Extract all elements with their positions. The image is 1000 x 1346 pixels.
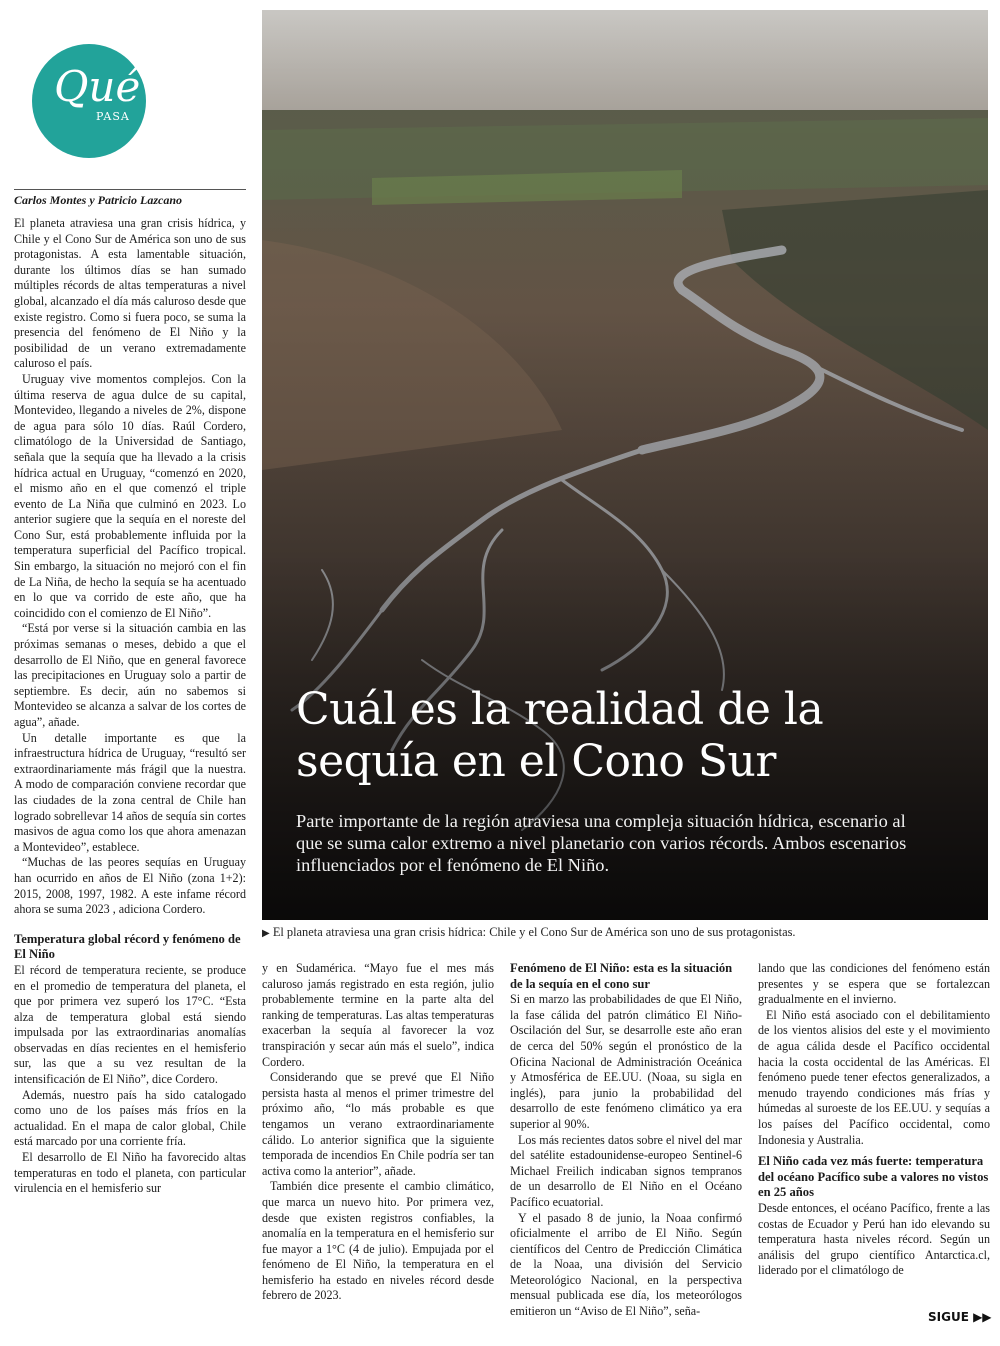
paragraph: Uruguay vive momentos complejos. Con la última reserva de agua dulce de su capital, Montevideo, llegando a niveles de 2%, dispone de agua para sólo 10 días. Raúl Cordero, climatólogo de la Universidad de Santiago, señala que la sequía que ha llevado a la crisis hídrica actual en Uruguay, “comenzó en 2020, el mismo año en el que comenzó el triple evento de La Niña que culminó en 2023. Lo anterior sugiere que la sequía en el noreste del Cono Sur, está probablemente influida por la temperatura superficial del Pacífico tropical. Sin embargo, la situación no mejoró con el fin de La Niña, de hecho la sequía se ha acentuado en lo que va corrido de este año, que ha coincidido con el comienzo de El Niño”. bbox=[14, 371, 246, 620]
subheading: Fenómeno de El Niño: esta es la situación de la sequía en el cono sur bbox=[510, 961, 733, 991]
paragraph: Además, nuestro país ha sido catalogado como uno de los países más fríos en la actualidad. En el mapa de calor global, Chile está marcado por una corriente fría. bbox=[14, 1087, 246, 1149]
logo-main-text: Qué bbox=[54, 62, 141, 111]
photo-caption bbox=[262, 924, 992, 942]
paragraph: y en Sudamérica. “Mayo fue el mes más caluroso jamás registrado en esta región, julio probablemente termine en la parte alta del ranking de temperaturas. Las altas temperaturas exacerban la sequía al favorecer la voz transpiración y secar aún más el suelo”, indica Cordero. bbox=[262, 961, 494, 1069]
continue-indicator: SIGUE ▶▶ bbox=[928, 1310, 992, 1324]
paragraph: Los más recientes datos sobre el nivel del mar del satélite estadounidense-europeo Sentinel-6 Michael Freilich indicaban signos tempranos de un desarrollo de El Niño en el Océano Pacífico ecuatorial. bbox=[510, 1132, 742, 1209]
paragraph: El planeta atraviesa una gran crisis hídrica, y Chile y el Cono Sur de América son uno de sus protagonistas. A esta lamentable situación, durante los últimos días se han sumado múltiples récords de altas temperaturas a nivel global, alcanzado el día más caluroso desde que existe registro. Como si fuera poco, se suma la presencia del fenómeno de El Niño y la posibilidad de un verano extremadamente caluroso el país. bbox=[14, 216, 246, 371]
section-logo bbox=[32, 44, 146, 158]
paragraph: El Niño está asociado con el debilitamiento de los vientos alisios del este y el movimiento de agua cálida desde el Pacífico occidental hacia la costa occidental de las Américas. El fenómeno puede tener efectos generalizados, a menudo trayendo condiciones más frías y húmedas al suroeste de los EE.UU. y sequías a los países del Pacífico occidental, como Indonesia y Australia. bbox=[758, 1007, 990, 1147]
article-column-4 bbox=[758, 961, 990, 1279]
headline-line: sequía en el Cono Sur bbox=[296, 736, 776, 787]
paragraph: “Está por verse si la situación cambia en las próximas semanas o meses, debido a que el desarrollo de El Niño, que en general favorece las precipitaciones en Uruguay solo a partir de septiembre. Es decir, aún no sabemos si Montevideo se alcanza a salvar de los cortes de agua”, añade. bbox=[14, 621, 246, 729]
paragraph: El récord de temperatura reciente, se produce en el promedio de temperatura del planeta, el que por primera vez superó los 17°C. “Esta alza de temperatura global está siendo impulsada por las extraordinarias anomalías observadas en días recientes en el hemisferio sur, las que a su vez resultan de la intensificación de El Niño”, dice Cordero. bbox=[14, 962, 246, 1087]
paragraph: El desarrollo de El Niño ha favorecido altas temperaturas en todo el planeta, con particular virulencia en el hemisferio sur bbox=[14, 1150, 246, 1196]
paragraph: Y el pasado 8 de junio, la Noaa confirmó oficialmente el arribo de El Niño. Según científicos del Centro de Predicción Climática de la Noaa, una división del Servicio Meteorológico Nacional, en la perspectiva mensual publicada ese día, los meteorólogos emitieron un “Aviso de El Niño”, seña- bbox=[510, 1210, 742, 1319]
byline: Carlos Montes y Patricio Lazcano bbox=[14, 193, 183, 207]
article-column-left bbox=[14, 216, 246, 1197]
article-lede: Parte importante de la región atraviesa una compleja situación hídrica, escenario al que se suma calor extremo a nivel planetario con varios récords. Ambos escenarios influenciados por el fenómeno de El Niño. bbox=[296, 811, 907, 875]
byline-divider bbox=[14, 189, 246, 190]
subheading: Temperatura global récord y fenómeno de El Niño bbox=[14, 931, 241, 962]
paragraph: lando que las condiciones del fenómeno están presentes y se espera que se fortalezcan gradualmente en el invierno. bbox=[758, 961, 990, 1007]
caption-marker-icon: ▶ bbox=[262, 928, 270, 939]
paragraph: Si en marzo las probabilidades de que El Niño, la fase cálida del patrón climático El Niño-Oscilación del Sur, se desarrolle este año eran de cerca del 50% según el pronóstico de la Oficina Nacional de Administración Oceánica y Atmosférica de EE.UU. (Noaa, su sigla en inglés), para junio la probabilidad del desarrollo de este fenómeno climático ya era superior al 90%. bbox=[510, 992, 742, 1131]
paragraph: También dice presente el cambio climático, que marca un nuevo hito. Por primera vez, desde que existen registros confiables, la anomalía en la temperatura en el hemisferio sur fue mayor a 1°C (4 de julio). Empujada por el fenómeno de El Niño, la temperatura en el hemisferio ha estado en niveles récord desde febrero de 2023. bbox=[262, 1179, 494, 1303]
subheading: El Niño cada vez más fuerte: temperatura del océano Pacífico sube a valores no vistos en 25 años bbox=[758, 1154, 989, 1200]
paragraph: Desde entonces, el océano Pacífico, frente a las costas de Ecuador y Perú han ido elevando su temperatura hasta niveles récord. Según un análisis del grupo científico Antarctica.cl, liderado por el climatólogo de bbox=[758, 1200, 990, 1278]
logo-sub-text: PASA bbox=[96, 110, 130, 123]
paragraph: Considerando que se prevé que El Niño persista hasta al menos el primer trimestre del próximo año, “lo más probable es que tengamos un verano extraordinariamente cálido. Lo anterior significa que la siguiente temporada de incendios En Chile podría ser tan activa como la anterior”, añade. bbox=[262, 1070, 494, 1178]
caption-text: El planeta atraviesa una gran crisis hídrica: Chile y el Cono Sur de América son uno de sus protagonistas. bbox=[272, 925, 796, 939]
article-column-3 bbox=[510, 961, 742, 1320]
paragraph: Un detalle importante es que la infraestructura hídrica de Uruguay, “resultó ser extraordinariamente más frágil que la nuestra. A modo de comparación conviene recordar que las ciudades de la zona central de Chile han logrado sobrellevar 14 años de sequía sin cortes masivos de agua como los que ahora amenazan a Montevideo”, establece. bbox=[14, 730, 246, 854]
article-column-2 bbox=[262, 961, 494, 1304]
paragraph: “Muchas de las peores sequías en Uruguay han ocurrido en años de El Niño (zona 1+2): 2015, 2008, 1997, 1982. A este infame récord ahora se suma 2023 , adiciona Cordero. bbox=[14, 855, 246, 917]
headline-line: Cuál es la realidad de la bbox=[296, 684, 824, 735]
article-headline bbox=[296, 684, 936, 788]
